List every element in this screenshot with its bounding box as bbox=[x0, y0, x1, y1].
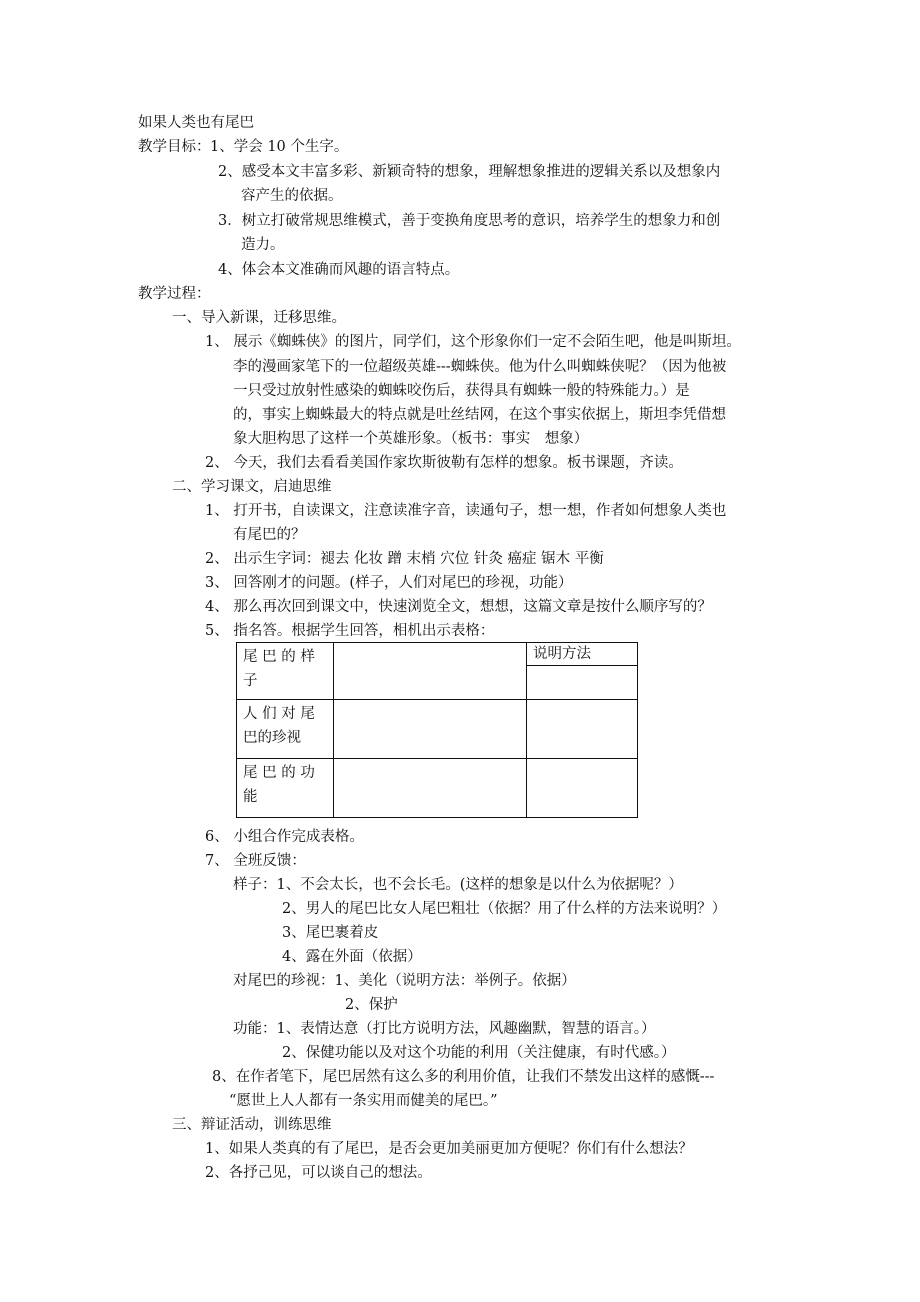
section-2-item-8-line-1: 8、在作者笔下，尾巴居然有这么多的利用价值，让我们不禁发出这样的感慨--- bbox=[212, 1069, 715, 1085]
section-3-item-1: 1、如果人类真的有了尾巴，是否会更加美丽更加方便呢？你们有什么想法？ bbox=[205, 1141, 693, 1157]
table-row bbox=[237, 759, 638, 818]
section-2-item-6: 6、 小组合作完成表格。 bbox=[205, 829, 364, 845]
section-1-item-1-line-4: 的，事实上蜘蛛最大的特点就是吐丝结网，在这个事实依据上，斯坦李凭借想 bbox=[233, 407, 726, 423]
goal-3-line-1: 3．树立打破常规思维模式，善于变换角度思考的意识，培养学生的想象力和创 bbox=[218, 213, 721, 229]
section-1-item-1-line-2: 李的漫画家笔下的一位超级英雄---蜘蛛侠。他为什么叫蜘蛛侠呢？（因为他被 bbox=[233, 359, 727, 375]
section-1-item-1-line-1: 1、 展示《蜘蛛侠》的图片，同学们，这个形象你们一定不会陌生吧，他是叫斯坦。 bbox=[205, 334, 741, 350]
section-2-item-3: 3、 回答刚才的问题。(样子，人们对尾巴的珍视，功能） bbox=[205, 575, 573, 591]
cell-appearance-content bbox=[334, 643, 527, 700]
section-2-item-1-line-2: 有尾巴的？ bbox=[233, 527, 306, 543]
section-2-item-2: 2、 出示生字词：褪去 化妆 蹭 末梢 穴位 针灸 癌症 锯木 平衡 bbox=[205, 551, 604, 567]
cell-appearance-method bbox=[527, 666, 638, 700]
section-2-item-7: 7、 全班反馈： bbox=[205, 853, 306, 869]
row-header-cherish: 人 们 对 尾 巴的珍视 bbox=[237, 700, 334, 759]
section-2-item-5: 5、 指名答。根据学生回答，相机出示表格： bbox=[205, 623, 495, 639]
goal-2-line-2: 容产生的依据。 bbox=[241, 188, 343, 204]
function-feedback-1: 功能：1、表情达意（打比方说明方法，风趣幽默，智慧的语言。） bbox=[233, 1021, 656, 1037]
process-label: 教学过程： bbox=[138, 286, 211, 302]
cell-cherish-content bbox=[334, 700, 527, 759]
row-header-appearance: 尾 巴 的 样 子 bbox=[237, 643, 334, 700]
goal-1: 1、学会 10 个生字。 bbox=[210, 139, 349, 155]
function-feedback-2: 2、保健功能以及对这个功能的利用（关注健康，有时代感。） bbox=[282, 1045, 676, 1061]
appearance-feedback-2: 2、男人的尾巴比女人尾巴粗壮（依据？用了什么样的方法来说明？） bbox=[282, 901, 727, 917]
section-2-item-1-line-1: 1、 打开书，自读课文，注意读准字音，读通句子，想一想，作者如何想象人类也 bbox=[205, 503, 727, 519]
goals-label: 教学目标： bbox=[138, 139, 211, 155]
tail-analysis-table bbox=[236, 642, 638, 818]
appearance-feedback-4: 4、露在外面（依据） bbox=[282, 949, 422, 965]
goal-4: 4、体会本文准确而风趣的语言特点。 bbox=[218, 262, 460, 278]
appearance-feedback-1: 样子：1、不会太长，也不会长毛。(这样的想象是以什么为依据呢？） bbox=[233, 877, 683, 893]
cell-function-content bbox=[334, 759, 527, 818]
appearance-feedback-3: 3、尾巴裹着皮 bbox=[282, 925, 379, 941]
table-row bbox=[237, 700, 638, 759]
cherish-feedback-1: 对尾巴的珍视：1、美化（说明方法：举例子。依据） bbox=[233, 973, 576, 989]
cell-function-method bbox=[527, 759, 638, 818]
cherish-feedback-2: 2、保护 bbox=[345, 997, 398, 1013]
section-1-item-2: 2、 今天，我们去看看美国作家坎斯彼勒有怎样的想象。板书课题，齐读。 bbox=[205, 455, 683, 471]
document-title: 如果人类也有尾巴 bbox=[138, 115, 254, 131]
section-3-heading: 三、辩证活动，训练思维 bbox=[172, 1117, 332, 1133]
header-method: 说明方法 bbox=[527, 643, 638, 666]
cell-cherish-method bbox=[527, 700, 638, 759]
section-2-heading: 二、学习课文，启迪思维 bbox=[172, 479, 332, 495]
table-row bbox=[237, 643, 638, 666]
section-1-item-1-line-5: 象大胆构思了这样一个英雄形象。（板书：事实 想象） bbox=[233, 431, 589, 447]
section-3-item-2: 2、各抒己见，可以谈自己的想法。 bbox=[205, 1165, 432, 1181]
goal-2-line-1: 2、感受本文丰富多彩、新颖奇特的想象，理解想象推进的逻辑关系以及想象内 bbox=[218, 164, 721, 180]
goal-3-line-2: 造力。 bbox=[241, 237, 285, 253]
section-1-item-1-line-3: 一只受过放射性感染的蜘蛛咬伤后，获得具有蜘蛛一般的特殊能力。）是 bbox=[233, 383, 690, 399]
section-2-item-8-line-2: “愿世上人人都有一条实用而健美的尾巴。” bbox=[229, 1093, 498, 1109]
section-1-heading: 一、导入新课，迁移思维。 bbox=[172, 310, 346, 326]
row-header-function: 尾 巴 的 功 能 bbox=[237, 759, 334, 818]
section-2-item-4: 4、 那么再次回到课文中，快速浏览全文，想想，这篇文章是按什么顺序写的？ bbox=[205, 599, 712, 615]
